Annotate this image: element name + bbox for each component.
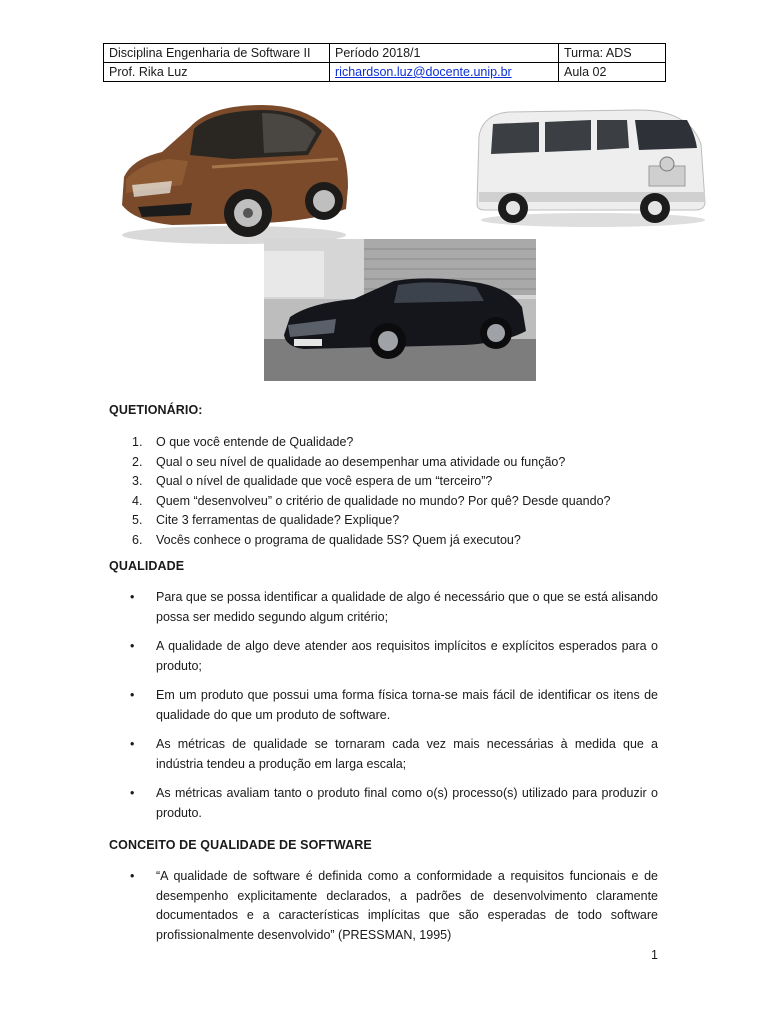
list-item: • “A qualidade de software é definida como a conformidade a requisitos funcionais e de desempenho explicitamente declarados, a padrões de desenvolvimento claramente documentados e a características implícitas que são esperadas de todo software profissionalmente desenvolvido” (PRESSMAN, 1995) bbox=[130, 869, 658, 942]
list-item: • As métricas avaliam tanto o produto final como o(s) processo(s) utilizado para produzir o produto. bbox=[130, 786, 658, 820]
list-item: 3. Qual o nível de qualidade que você espera de um “terceiro”? bbox=[132, 474, 493, 488]
questionnaire-title: QUETIONÁRIO: bbox=[109, 403, 203, 417]
list-item: • Para que se possa identificar a qualidade de algo é necessário que o que se está alisando possa ser medido segundo algum critério; bbox=[130, 590, 658, 624]
header-row-1 bbox=[104, 44, 666, 63]
list-item: 4. Quem “desenvolveu” o critério de qualidade no mundo? Por quê? Desde quando? bbox=[132, 493, 611, 508]
page-number: 1 bbox=[651, 948, 658, 962]
list-item: 6. Vocês conhece o programa de qualidade 5S? Quem já executou? bbox=[132, 532, 521, 547]
header-row-2 bbox=[104, 63, 666, 82]
period-cell: Período 2018/1 bbox=[330, 44, 559, 63]
list-item: 5. Cite 3 ferramentas de qualidade? Explique? bbox=[132, 513, 400, 527]
class-cell: Turma: ADS bbox=[559, 44, 666, 63]
quality-list bbox=[109, 588, 658, 833]
brown-car-image bbox=[112, 97, 352, 247]
black-sedan-image bbox=[264, 239, 536, 381]
quality-title: QUALIDADE bbox=[109, 559, 185, 573]
professor-cell: Prof. Rika Luz bbox=[104, 63, 330, 82]
list-item: • Em um produto que possui uma forma física torna-se mais fácil de identificar os itens de qualidade do que um produto de software. bbox=[130, 688, 658, 722]
header-table bbox=[103, 43, 666, 82]
list-item: • A qualidade de algo deve atender aos requisitos implícitos e explícitos esperados para o produto; bbox=[130, 639, 658, 673]
list-item: • As métricas de qualidade se tornaram cada vez mais necessárias à medida que a indústria tendeu a produção em larga escala; bbox=[130, 737, 658, 771]
concept-list bbox=[109, 867, 658, 945]
list-item: 1. O que você entende de Qualidade? bbox=[132, 435, 354, 449]
questionnaire-list bbox=[109, 433, 669, 550]
white-van-image bbox=[469, 104, 711, 228]
list-item: 2. Qual o seu nível de qualidade ao desempenhar uma atividade ou função? bbox=[132, 454, 566, 469]
discipline-cell: Disciplina Engenharia de Software II bbox=[104, 44, 330, 63]
email-cell bbox=[330, 63, 559, 82]
lesson-cell: Aula 02 bbox=[559, 63, 666, 82]
concept-title: CONCEITO DE QUALIDADE DE SOFTWARE bbox=[109, 838, 372, 852]
email-link[interactable]: richardson.luz@docente.unip.br bbox=[335, 65, 512, 79]
